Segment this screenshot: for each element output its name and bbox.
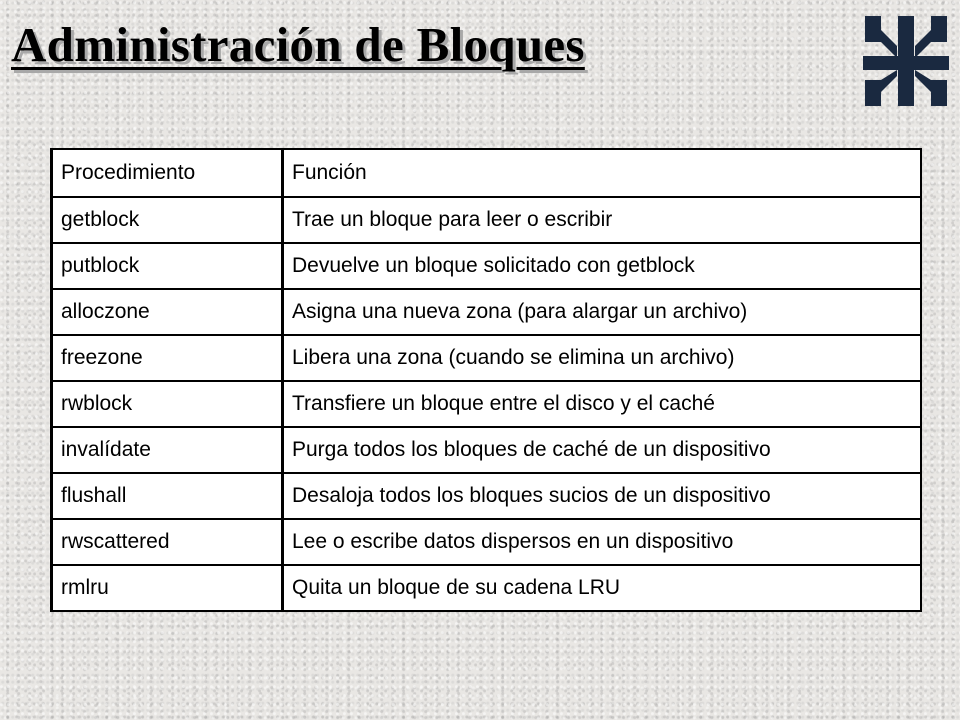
table-row xyxy=(53,335,920,381)
slide-title: Administración de Bloques xyxy=(11,17,585,72)
table-row xyxy=(53,565,920,610)
procedure-name-cell: flushall xyxy=(53,473,283,519)
procedure-name-cell: putblock xyxy=(53,243,283,289)
procedures-table xyxy=(50,148,922,612)
procedure-function-cell: Quita un bloque de su cadena LRU xyxy=(292,576,621,599)
procedure-name-cell: rwscattered xyxy=(53,519,283,565)
procedure-function-cell: Asigna una nueva zona (para alargar un archivo) xyxy=(283,289,921,335)
procedure-name-cell: invalídate xyxy=(53,427,283,473)
procedure-function-cell: Desaloja todos los bloques sucios de un dispositivo xyxy=(283,473,921,519)
table-row xyxy=(53,197,920,243)
procedure-function-cell: Libera una zona (cuando se elimina un archivo) xyxy=(283,335,921,381)
procedure-function-cell: Lee o escribe datos dispersos en un dispositivo xyxy=(283,519,921,565)
procedure-function-cell: Purga todos los bloques de caché de un dispositivo xyxy=(283,427,921,473)
procedures-table-grid xyxy=(53,150,920,610)
table-row xyxy=(53,519,920,565)
procedure-name-cell: rwblock xyxy=(53,381,283,427)
procedure-name-cell: alloczone xyxy=(53,289,283,335)
procedure-function-cell: Transfiere un bloque entre el disco y el caché xyxy=(283,381,921,427)
table-row xyxy=(53,427,920,473)
utn-logo-icon xyxy=(863,16,949,106)
table-row xyxy=(53,381,920,427)
table-row xyxy=(53,289,920,335)
procedure-name-cell: freezone xyxy=(53,335,283,381)
table-row xyxy=(53,473,920,519)
procedure-function-cell: Trae un bloque para leer o escribir xyxy=(283,197,921,243)
table-row xyxy=(53,243,920,289)
header-funcion: Función xyxy=(283,150,921,197)
procedure-function-cell: Devuelve un bloque solicitado con getblock xyxy=(283,243,921,289)
header-procedimiento: Procedimiento xyxy=(53,150,283,197)
table-header-row xyxy=(53,150,920,197)
procedure-name-cell: getblock xyxy=(53,197,283,243)
procedure-name-cell: rmlru xyxy=(53,565,283,610)
